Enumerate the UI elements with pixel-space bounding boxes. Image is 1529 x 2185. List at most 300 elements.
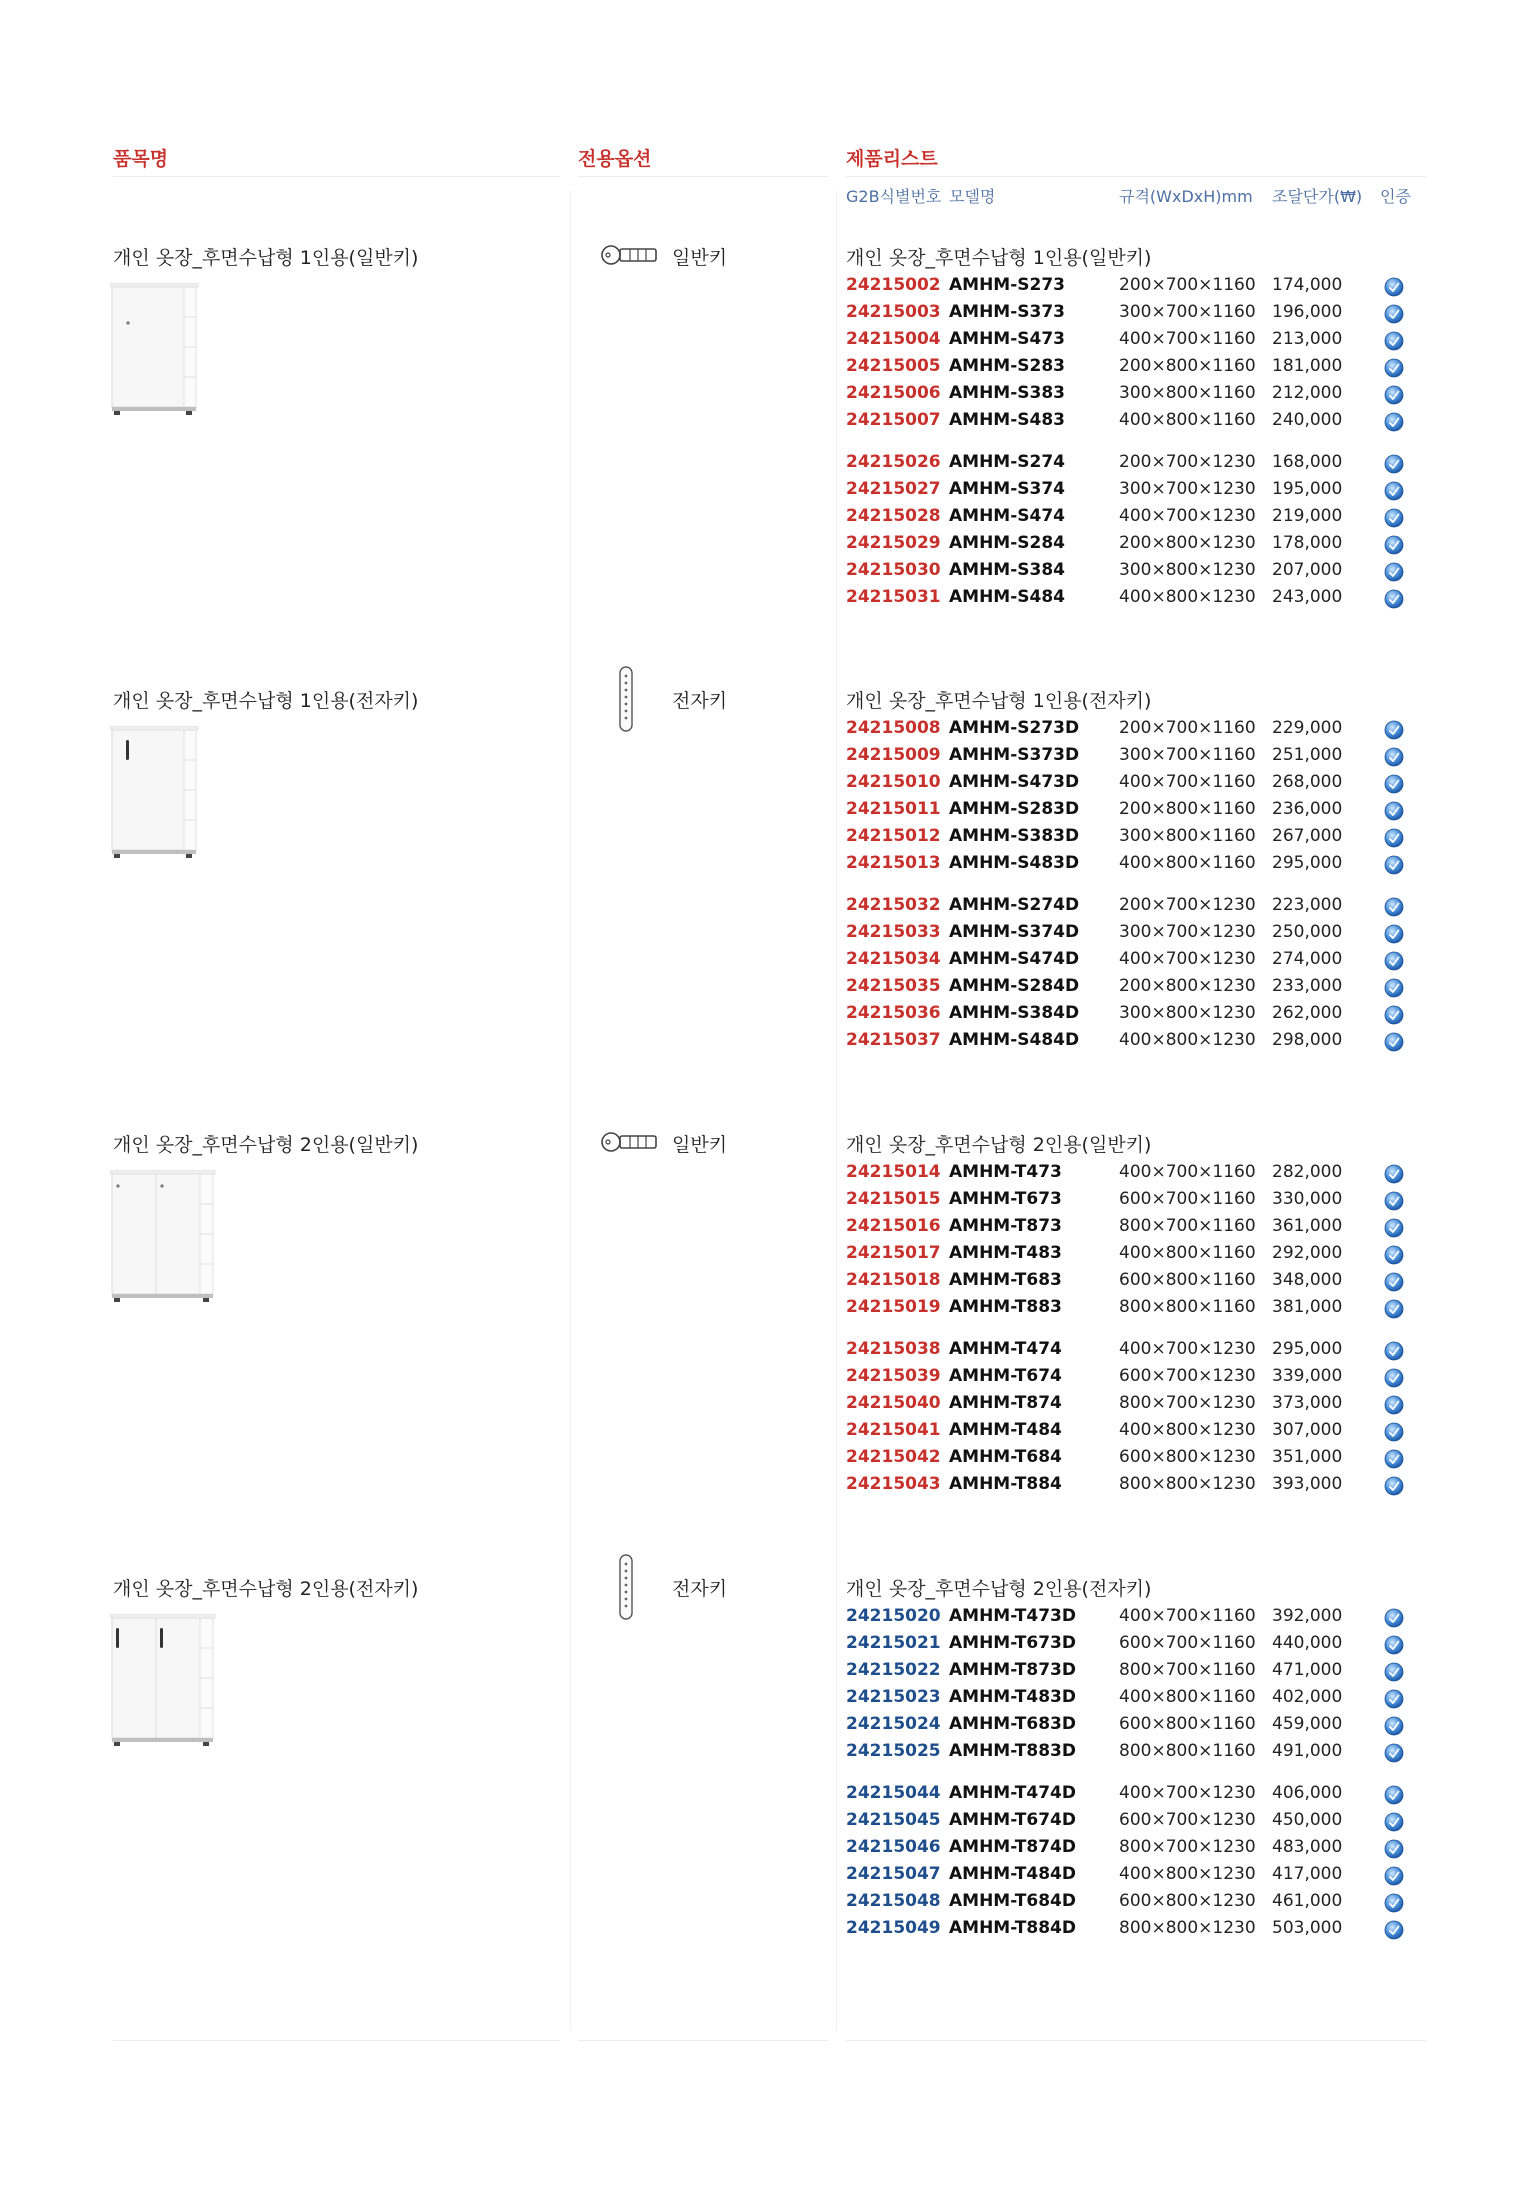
certification-icon (1384, 1272, 1404, 1297)
product-rows (846, 718, 1416, 1057)
table-row (846, 1420, 1416, 1447)
g2b-code: 24215019 (846, 1297, 941, 1317)
certification-icon (1384, 1218, 1404, 1238)
certification-icon (1384, 412, 1404, 432)
footer-divider (846, 2040, 1426, 2041)
certification-icon (1384, 1812, 1404, 1832)
table-row (846, 1339, 1416, 1366)
certification-icon (1384, 1299, 1404, 1319)
spec: 300×800×1230 (1119, 1003, 1256, 1023)
price: 262,000 (1272, 1003, 1343, 1023)
price: 406,000 (1272, 1783, 1343, 1803)
certification-icon (1384, 358, 1404, 378)
g2b-code: 24215027 (846, 479, 941, 499)
option-label: 일반키 (672, 1134, 728, 1156)
spec: 300×700×1230 (1119, 922, 1256, 942)
price: 243,000 (1272, 587, 1343, 607)
certification-icon (1384, 331, 1404, 351)
spec: 600×700×1160 (1119, 1189, 1256, 1209)
certification-icon (1384, 828, 1404, 848)
certification-icon (1384, 589, 1404, 614)
cabinet-image (110, 1170, 217, 1304)
g2b-code: 24215012 (846, 826, 941, 846)
spec: 400×800×1230 (1119, 1030, 1256, 1050)
model-name: AMHM-T884 (949, 1474, 1062, 1494)
certification-icon (1384, 1032, 1404, 1057)
table-row (846, 1243, 1416, 1270)
column-g2b: G2B식별번호 (846, 187, 942, 206)
model-name: AMHM-S274 (949, 452, 1066, 472)
price: 298,000 (1272, 1030, 1343, 1050)
g2b-code: 24215021 (846, 1633, 941, 1653)
price: 223,000 (1272, 895, 1343, 915)
spec: 800×700×1230 (1119, 1393, 1256, 1413)
option-label: 전자키 (672, 690, 728, 712)
price: 195,000 (1272, 479, 1343, 499)
model-name: AMHM-S384D (949, 1003, 1080, 1023)
price: 233,000 (1272, 976, 1343, 996)
spec: 200×800×1230 (1119, 976, 1256, 996)
model-name: AMHM-S374 (949, 479, 1066, 499)
spec: 200×700×1160 (1119, 718, 1256, 738)
table-row (846, 1216, 1416, 1243)
g2b-code: 24215025 (846, 1741, 941, 1761)
certification-icon (1384, 924, 1404, 944)
electronic-lock-icon (617, 1554, 635, 1622)
model-name: AMHM-T883 (949, 1297, 1062, 1317)
table-row (846, 1687, 1416, 1714)
certification-icon (1384, 1368, 1404, 1388)
g2b-code: 24215049 (846, 1918, 941, 1938)
table-row (846, 1783, 1416, 1810)
model-name: AMHM-T474D (949, 1783, 1076, 1803)
g2b-code: 24215010 (846, 772, 941, 792)
g2b-code: 24215007 (846, 410, 941, 430)
certification-icon (1384, 951, 1404, 971)
certification-icon (1384, 1920, 1404, 1945)
g2b-code: 24215022 (846, 1660, 941, 1680)
certification-icon (1384, 855, 1404, 880)
table-row (846, 1474, 1416, 1501)
price: 181,000 (1272, 356, 1343, 376)
g2b-code: 24215030 (846, 560, 941, 580)
table-row (846, 1918, 1416, 1945)
spec: 300×700×1230 (1119, 479, 1256, 499)
product-section (0, 243, 1529, 683)
table-row (846, 826, 1416, 853)
list-title: 개인 옷장_후면수납형 2인용(전자키) (846, 1578, 1152, 1600)
spec: 600×800×1160 (1119, 1270, 1256, 1290)
certification-icon (1384, 1164, 1404, 1189)
spec: 300×800×1160 (1119, 383, 1256, 403)
model-name: AMHM-S284D (949, 976, 1080, 996)
certification-icon (1384, 747, 1404, 772)
model-name: AMHM-S273D (949, 718, 1080, 738)
model-name: AMHM-T474 (949, 1339, 1062, 1359)
model-name: AMHM-T874D (949, 1837, 1076, 1857)
spec: 300×800×1160 (1119, 826, 1256, 846)
price: 229,000 (1272, 718, 1343, 738)
certification-icon (1384, 331, 1404, 356)
model-name: AMHM-T483D (949, 1687, 1076, 1707)
table-row (846, 383, 1416, 410)
spec: 300×700×1160 (1119, 302, 1256, 322)
g2b-code: 24215023 (846, 1687, 941, 1707)
model-name: AMHM-T684 (949, 1447, 1062, 1467)
certification-icon (1384, 1005, 1404, 1025)
certification-icon (1384, 562, 1404, 582)
price: 250,000 (1272, 922, 1343, 942)
header-divider (578, 176, 828, 177)
model-name: AMHM-S383D (949, 826, 1080, 846)
certification-icon (1384, 1785, 1404, 1805)
list-title: 개인 옷장_후면수납형 2인용(일반키) (846, 1134, 1152, 1156)
table-row (846, 1447, 1416, 1474)
model-name: AMHM-T673D (949, 1633, 1076, 1653)
table-row (846, 1606, 1416, 1633)
certification-icon (1384, 1608, 1404, 1633)
certification-icon (1384, 1395, 1404, 1420)
spec: 200×700×1230 (1119, 452, 1256, 472)
table-row (846, 772, 1416, 799)
model-name: AMHM-S484 (949, 587, 1066, 607)
price: 274,000 (1272, 949, 1343, 969)
g2b-code: 24215004 (846, 329, 941, 349)
g2b-code: 24215020 (846, 1606, 941, 1626)
model-name: AMHM-S274D (949, 895, 1080, 915)
model-name: AMHM-S283 (949, 356, 1066, 376)
certification-icon (1384, 801, 1404, 821)
certification-icon (1384, 1245, 1404, 1270)
spec: 400×800×1160 (1119, 1687, 1256, 1707)
cabinet-image (110, 726, 200, 860)
table-row (846, 329, 1416, 356)
g2b-code: 24215038 (846, 1339, 941, 1359)
model-name: AMHM-T674D (949, 1810, 1076, 1830)
g2b-code: 24215040 (846, 1393, 941, 1413)
model-name: AMHM-S283D (949, 799, 1080, 819)
table-row (846, 1030, 1416, 1057)
product-section (0, 1574, 1529, 2014)
cabinet-image-wrap (110, 1614, 217, 1752)
electronic-lock-icon (617, 1554, 635, 1626)
option-label: 전자키 (672, 1578, 728, 1600)
price: 503,000 (1272, 1918, 1343, 1938)
table-row (846, 1189, 1416, 1216)
g2b-code: 24215028 (846, 506, 941, 526)
certification-icon (1384, 774, 1404, 794)
certification-icon (1384, 1689, 1404, 1714)
certification-icon (1384, 801, 1404, 826)
certification-icon (1384, 1368, 1404, 1393)
model-name: AMHM-T873D (949, 1660, 1076, 1680)
column-spec: 규격(WxDxH)mm (1119, 187, 1253, 206)
spec: 400×700×1160 (1119, 1162, 1256, 1182)
model-name: AMHM-T473 (949, 1162, 1062, 1182)
product-rows (846, 1162, 1416, 1501)
model-name: AMHM-S483 (949, 410, 1066, 430)
cabinet-image-wrap (110, 726, 200, 864)
spec: 800×700×1160 (1119, 1216, 1256, 1236)
list-title: 개인 옷장_후면수납형 1인용(일반키) (846, 247, 1152, 269)
spec: 800×800×1160 (1119, 1297, 1256, 1317)
table-row (846, 1162, 1416, 1189)
certification-icon (1384, 897, 1404, 917)
price: 240,000 (1272, 410, 1343, 430)
g2b-code: 24215011 (846, 799, 941, 819)
model-name: AMHM-T873 (949, 1216, 1062, 1236)
certification-icon (1384, 385, 1404, 410)
table-row (846, 410, 1416, 437)
model-name: AMHM-T473D (949, 1606, 1076, 1626)
g2b-code: 24215013 (846, 853, 941, 873)
certification-icon (1384, 1716, 1404, 1741)
key-icon (600, 241, 658, 273)
model-name: AMHM-T484 (949, 1420, 1062, 1440)
price: 417,000 (1272, 1864, 1343, 1884)
certification-icon (1384, 1476, 1404, 1501)
spec: 200×800×1230 (1119, 533, 1256, 553)
certification-icon (1384, 1785, 1404, 1810)
key-icon (600, 241, 658, 269)
price: 459,000 (1272, 1714, 1343, 1734)
certification-icon (1384, 1689, 1404, 1709)
spec: 400×800×1230 (1119, 1420, 1256, 1440)
table-row (846, 1864, 1416, 1891)
cabinet-image (110, 1614, 217, 1748)
certification-icon (1384, 978, 1404, 998)
g2b-code: 24215014 (846, 1162, 941, 1182)
header-divider (846, 176, 1426, 177)
price: 450,000 (1272, 1810, 1343, 1830)
g2b-code: 24215044 (846, 1783, 941, 1803)
header-item-name: 품목명 (113, 148, 169, 170)
cabinet-image-wrap (110, 283, 200, 421)
item-name: 개인 옷장_후면수납형 1인용(일반키) (113, 247, 419, 269)
g2b-code: 24215031 (846, 587, 941, 607)
table-row (846, 895, 1416, 922)
spec: 400×700×1230 (1119, 1339, 1256, 1359)
table-row (846, 1297, 1416, 1324)
model-name: AMHM-S373D (949, 745, 1080, 765)
model-name: AMHM-T883D (949, 1741, 1076, 1761)
certification-icon (1384, 747, 1404, 767)
table-row (846, 1891, 1416, 1918)
g2b-code: 24215033 (846, 922, 941, 942)
column-price: 조달단가(₩) (1272, 187, 1363, 206)
product-rows (846, 1606, 1416, 1945)
table-row (846, 1393, 1416, 1420)
certification-icon (1384, 924, 1404, 949)
certification-icon (1384, 1866, 1404, 1891)
key-icon (600, 1128, 658, 1160)
spec: 400×700×1160 (1119, 1606, 1256, 1626)
g2b-code: 24215039 (846, 1366, 941, 1386)
price: 392,000 (1272, 1606, 1343, 1626)
g2b-code: 24215005 (846, 356, 941, 376)
model-name: AMHM-T674 (949, 1366, 1062, 1386)
price: 330,000 (1272, 1189, 1343, 1209)
spec: 400×800×1160 (1119, 1243, 1256, 1263)
table-row (846, 1714, 1416, 1741)
model-name: AMHM-S474 (949, 506, 1066, 526)
price: 491,000 (1272, 1741, 1343, 1761)
spec: 800×700×1230 (1119, 1837, 1256, 1857)
certification-icon (1384, 1716, 1404, 1736)
price: 295,000 (1272, 1339, 1343, 1359)
certification-icon (1384, 1743, 1404, 1763)
g2b-code: 24215045 (846, 1810, 941, 1830)
price: 351,000 (1272, 1447, 1343, 1467)
g2b-code: 24215043 (846, 1474, 941, 1494)
table-row (846, 718, 1416, 745)
certification-icon (1384, 828, 1404, 853)
cabinet-image-wrap (110, 1170, 217, 1308)
model-name: AMHM-T683D (949, 1714, 1076, 1734)
cabinet-image (110, 283, 200, 417)
spec: 800×800×1230 (1119, 1474, 1256, 1494)
g2b-code: 24215046 (846, 1837, 941, 1857)
g2b-code: 24215003 (846, 302, 941, 322)
certification-icon (1384, 1191, 1404, 1211)
certification-icon (1384, 1245, 1404, 1265)
model-name: AMHM-S273 (949, 275, 1066, 295)
certification-icon (1384, 1449, 1404, 1474)
price: 402,000 (1272, 1687, 1343, 1707)
certification-icon (1384, 978, 1404, 1003)
header-product-list: 제품리스트 (846, 148, 938, 170)
price: 268,000 (1272, 772, 1343, 792)
certification-icon (1384, 1272, 1404, 1292)
table-row (846, 1837, 1416, 1864)
g2b-code: 24215041 (846, 1420, 941, 1440)
model-name: AMHM-T483 (949, 1243, 1062, 1263)
model-name: AMHM-T683 (949, 1270, 1062, 1290)
price: 381,000 (1272, 1297, 1343, 1317)
certification-icon (1384, 508, 1404, 528)
model-name: AMHM-T684D (949, 1891, 1076, 1911)
model-name: AMHM-S383 (949, 383, 1066, 403)
spec: 800×700×1160 (1119, 1660, 1256, 1680)
table-row (846, 853, 1416, 880)
spec: 600×700×1160 (1119, 1633, 1256, 1653)
header-divider (113, 176, 560, 177)
g2b-code: 24215016 (846, 1216, 941, 1236)
certification-icon (1384, 1839, 1404, 1859)
g2b-code: 24215032 (846, 895, 941, 915)
price: 267,000 (1272, 826, 1343, 846)
certification-icon (1384, 1449, 1404, 1469)
spec: 400×700×1230 (1119, 506, 1256, 526)
g2b-code: 24215042 (846, 1447, 941, 1467)
price: 373,000 (1272, 1393, 1343, 1413)
g2b-code: 24215009 (846, 745, 941, 765)
price: 461,000 (1272, 1891, 1343, 1911)
model-name: AMHM-S473D (949, 772, 1080, 792)
price: 292,000 (1272, 1243, 1343, 1263)
table-row (846, 587, 1416, 614)
table-row (846, 506, 1416, 533)
model-name: AMHM-S474D (949, 949, 1080, 969)
certification-icon (1384, 897, 1404, 922)
price: 295,000 (1272, 853, 1343, 873)
g2b-code: 24215029 (846, 533, 941, 553)
certification-icon (1384, 1839, 1404, 1864)
header-option: 전용옵션 (578, 148, 652, 170)
product-section (0, 1130, 1529, 1570)
certification-icon (1384, 1422, 1404, 1442)
certification-icon (1384, 1635, 1404, 1655)
certification-icon (1384, 774, 1404, 799)
certification-icon (1384, 277, 1404, 297)
g2b-code: 24215008 (846, 718, 941, 738)
certification-icon (1384, 304, 1404, 329)
g2b-code: 24215047 (846, 1864, 941, 1884)
column-cert: 인증 (1380, 187, 1411, 206)
certification-icon (1384, 358, 1404, 383)
certification-icon (1384, 1920, 1404, 1940)
certification-icon (1384, 1191, 1404, 1216)
table-row (846, 533, 1416, 560)
certification-icon (1384, 562, 1404, 587)
list-title: 개인 옷장_후면수납형 1인용(전자키) (846, 690, 1152, 712)
product-section (0, 686, 1529, 1126)
spec: 600×800×1230 (1119, 1447, 1256, 1467)
g2b-code: 24215048 (846, 1891, 941, 1911)
item-name: 개인 옷장_후면수납형 1인용(전자키) (113, 690, 419, 712)
certification-icon (1384, 1341, 1404, 1366)
electronic-lock-icon (617, 666, 635, 734)
spec: 400×800×1160 (1119, 853, 1256, 873)
price: 348,000 (1272, 1270, 1343, 1290)
spec: 400×700×1230 (1119, 1783, 1256, 1803)
certification-icon (1384, 508, 1404, 533)
spec: 400×800×1160 (1119, 410, 1256, 430)
model-name: AMHM-S373 (949, 302, 1066, 322)
certification-icon (1384, 1395, 1404, 1415)
certification-icon (1384, 1476, 1404, 1496)
model-name: AMHM-S483D (949, 853, 1080, 873)
spec: 300×700×1160 (1119, 745, 1256, 765)
price: 196,000 (1272, 302, 1343, 322)
certification-icon (1384, 1032, 1404, 1052)
spec: 300×800×1230 (1119, 560, 1256, 580)
spec: 600×800×1160 (1119, 1714, 1256, 1734)
price: 168,000 (1272, 452, 1343, 472)
certification-icon (1384, 1341, 1404, 1361)
certification-icon (1384, 481, 1404, 501)
spec: 600×700×1230 (1119, 1810, 1256, 1830)
g2b-code: 24215024 (846, 1714, 941, 1734)
table-row (846, 949, 1416, 976)
key-icon (600, 1128, 658, 1156)
certification-icon (1384, 1893, 1404, 1918)
g2b-code: 24215017 (846, 1243, 941, 1263)
price: 251,000 (1272, 745, 1343, 765)
item-name: 개인 옷장_후면수납형 2인용(전자키) (113, 1578, 419, 1600)
price: 483,000 (1272, 1837, 1343, 1857)
model-name: AMHM-T884D (949, 1918, 1076, 1938)
price: 282,000 (1272, 1162, 1343, 1182)
price: 393,000 (1272, 1474, 1343, 1494)
table-row (846, 922, 1416, 949)
certification-icon (1384, 1164, 1404, 1184)
certification-icon (1384, 535, 1404, 555)
spec: 600×700×1230 (1119, 1366, 1256, 1386)
g2b-code: 24215006 (846, 383, 941, 403)
table-row (846, 799, 1416, 826)
g2b-code: 24215035 (846, 976, 941, 996)
